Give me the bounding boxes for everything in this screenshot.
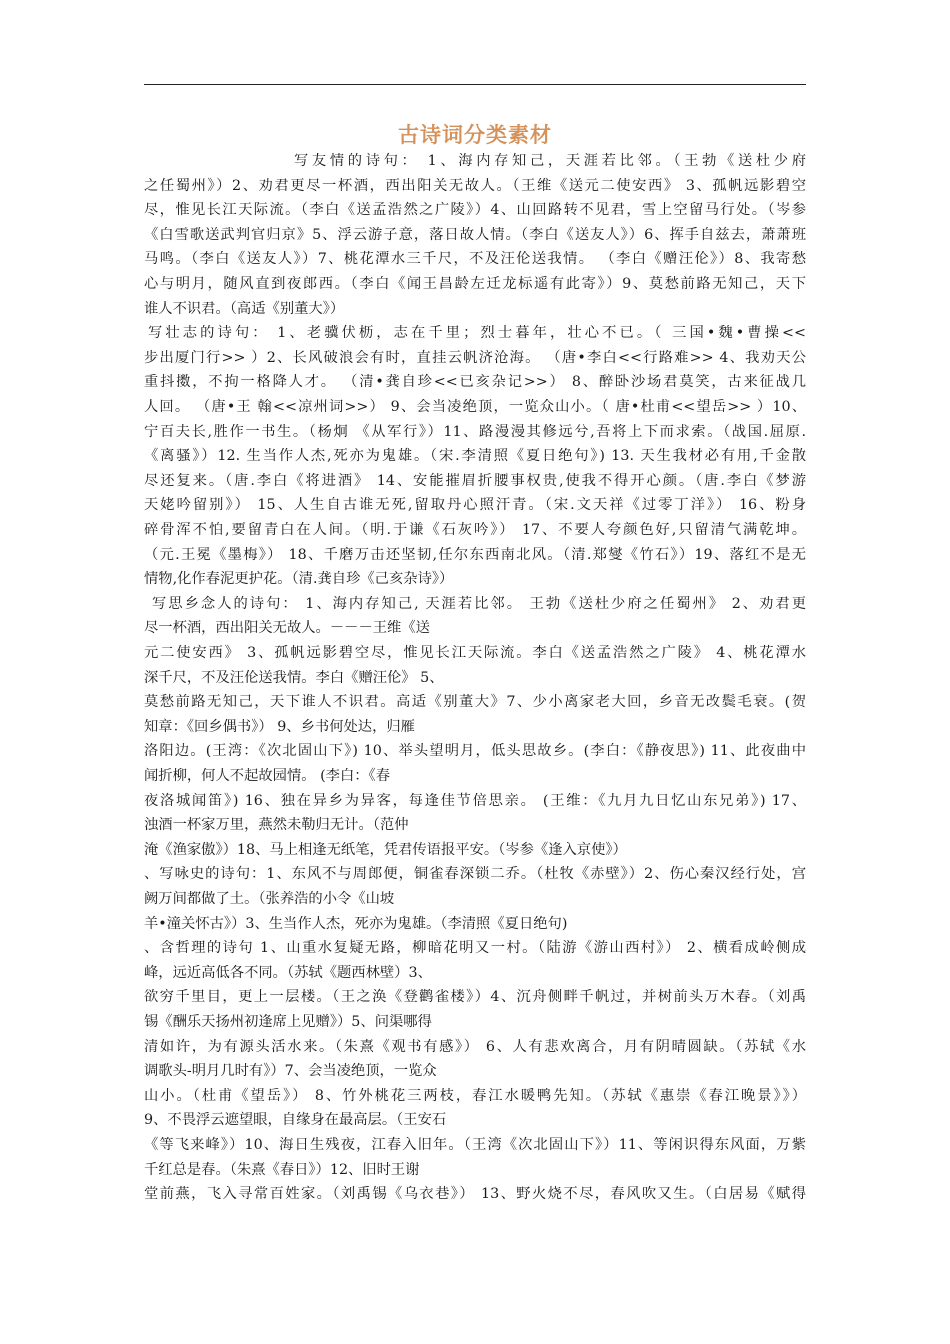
- text-line: 清如许，为有源头活水来。（朱熹《观书有感》） 6、人有悲欢离合，月有阴晴圆缺。（苏轼《水: [144, 1038, 806, 1055]
- text-line: 阙万间都做了土。（张养浩的小令《山坡: [144, 891, 395, 907]
- text-line: 、含哲理的诗句 1、山重水复疑无路，柳暗花明又一村。（陆游《游山西村》） 2、横看成岭侧成: [144, 940, 806, 957]
- text-line: 尽还复来。（唐.李白《将进酒》 14、安能摧眉折腰事权贵,使我不得开心颜。（唐.李白《梦游: [144, 472, 806, 489]
- text-line: （元.王冕《墨梅》） 18、千磨万击还坚韧,任尔东西南北风。（清.郑燮《竹石》）19、落红不是无: [144, 546, 806, 563]
- text-line: 深千尺，不及汪伦送我情。李白《赠汪伦》 5、: [144, 669, 444, 686]
- text-line: 之任蜀州》）2、劝君更尽一杯酒，西出阳关无故人。（王维《送元二使安西》 3、孤帆远影碧空: [144, 177, 806, 194]
- text-line: 《白雪歌送武判官归京》5、浮云游子意，落日故人情。（李白《送友人》）6、挥手自兹去，萧萧班: [144, 226, 806, 243]
- text-line: 山小。（杜甫《望岳》） 8、竹外桃花三两枝，春江水暖鸭先知。（苏轼《惠崇《春江晚景》》）: [144, 1087, 806, 1104]
- text-line: 写思乡念人的诗句： 1、海内存知己, 天涯若比邻。 王勃《送杜少府之任蜀州》 2、劝君更: [152, 595, 806, 612]
- text-line: 峰，远近高低各不同。（苏轼《题西林壁）3、: [144, 964, 432, 981]
- text-line: 步出厦门行>> ）2、长风破浪会有时，直挂云帆济沧海。 （唐•李白<<行路难>> 4、我劝天公: [144, 349, 806, 366]
- text-line: 重抖擞，不拘一格降人才。 （清•龚自珍<<已亥杂记>>） 8、醉卧沙场君莫笑，古来征战几: [144, 374, 806, 391]
- text-line: 洛阳边。(王湾：《次北固山下》) 10、举头望明月，低头思故乡。(李白：《静夜思》) 11、此夜曲中: [144, 743, 806, 760]
- text-line: 9、不畏浮云遮望眼，自缘身在最高层。（王安石: [144, 1112, 447, 1129]
- text-line: 、写咏史的诗句：1、东风不与周郎便，铜雀春深锁二乔。（杜牧《赤壁》）2、伤心秦汉经行处，宫: [144, 866, 806, 883]
- text-line: 《等飞来峰》）10、海日生残夜，江春入旧年。（王湾《次北固山下》）11、等闲识得东风面，万紫: [144, 1137, 806, 1153]
- document-title: 古诗词分类素材: [398, 123, 552, 147]
- text-line: 写友情的诗句： 1、海内存知己，天涯若比邻。（王勃《送杜少府: [294, 153, 806, 169]
- text-line: 闻折柳，何人不起故园情。 (李白：《春: [144, 768, 391, 784]
- text-line: 羊•潼关怀古》）3、生当作人杰，死亦为鬼雄。（李清照《夏日绝句): [144, 915, 568, 932]
- text-line: 尽，惟见长江天际流。（李白《送孟浩然之广陵》）4、山回路转不见君，雪上空留马行处。（岑参: [144, 202, 806, 219]
- text-line: 莫愁前路无知己，天下谁人不识君。高适《别董大》7、少小离家老大回，乡音无改鬓毛衰。(贺: [144, 694, 806, 711]
- text-line: 淹《渔家傲》）18、马上相逢无纸笔，凭君传语报平安。（岑参《逢入京使》）: [144, 841, 627, 858]
- text-line: 情物,化作春泥更护花。（清.龚自珍《己亥杂诗》）: [144, 571, 454, 588]
- text-line: 锡《酬乐天扬州初逢席上见赠》）5、问渠哪得: [144, 1014, 432, 1030]
- text-line: 知章：《回乡偶书》） 9、乡书何处达，归雁: [144, 718, 415, 735]
- text-line: 心与明月，随风直到夜郎西。（李白《闻王昌龄左迁龙标遥有此寄》）9、莫愁前路无知己，天下: [144, 276, 806, 292]
- text-line: 尽一杯酒，西出阳关无故人。－－－王维《送: [144, 620, 430, 637]
- text-line: 《离骚》）12. 生当作人杰,死亦为鬼雄。（宋.李清照《夏日绝句》) 13. 天生我材必有用,千金散: [144, 448, 806, 465]
- text-line: 夜洛城闻笛》) 16、独在异乡为异客，每逢佳节倍思亲。 (王维：《九月九日忆山东兄弟》) 17、: [144, 792, 806, 809]
- text-line: 人回。 （唐•王 翰<<凉州词>>） 9、会当凌绝顶，一览众山小。（ 唐•杜甫<<望岳>> ）10、: [144, 399, 806, 415]
- text-line: 浊酒一杯家万里，燕然未勒归无计。（范仲: [144, 817, 409, 834]
- text-line: 宁百夫长,胜作一书生。（杨炯 《从军行》）11、路漫漫其修远兮,吾将上下而求索。（战国.屈原.: [144, 423, 806, 440]
- text-line: 天姥吟留别》） 15、人生自古谁无死,留取丹心照汗青。（宋.文天祥《过零丁洋》） 16、粉身: [144, 497, 806, 514]
- text-line: 碎骨浑不怕,要留青白在人间。（明.于谦《石灰吟》） 17、不要人夸颜色好,只留清气满乾坤。: [144, 522, 806, 538]
- text-line: 千红总是春。（朱熹《春日》）12、旧时王谢: [144, 1161, 420, 1178]
- text-line: 元二使安西》 3、孤帆远影碧空尽，惟见长江天际流。李白《送孟浩然之广陵》 4、桃花潭水: [144, 645, 806, 661]
- text-line: 欲穷千里目，更上一层楼。（王之涣《登鹳雀楼》）4、沉舟侧畔千帆过，并树前头万木春。（刘禹: [144, 989, 806, 1006]
- text-line: 写壮志的诗句： 1、老骥伏枥，志在千里；烈士暮年，壮心不已。（ 三国•魏•曹操<<: [148, 325, 806, 342]
- text-line: 调歌头-明月几时有》）7、会当凌绝顶，一览众: [144, 1063, 437, 1080]
- document-body: [144, 0, 806, 1344]
- text-line: 堂前燕，飞入寻常百姓家。（刘禹锡《乌衣巷》） 13、野火烧不尽，春风吹又生。（白居易《赋得: [144, 1186, 806, 1203]
- text-line: 马鸣。（李白《送友人》）7、桃花潭水三千尺，不及汪伦送我情。 （李白《赠汪伦》）8、我寄愁: [144, 251, 806, 268]
- text-line: 谁人不识君。（高适《别董大》）: [144, 300, 345, 317]
